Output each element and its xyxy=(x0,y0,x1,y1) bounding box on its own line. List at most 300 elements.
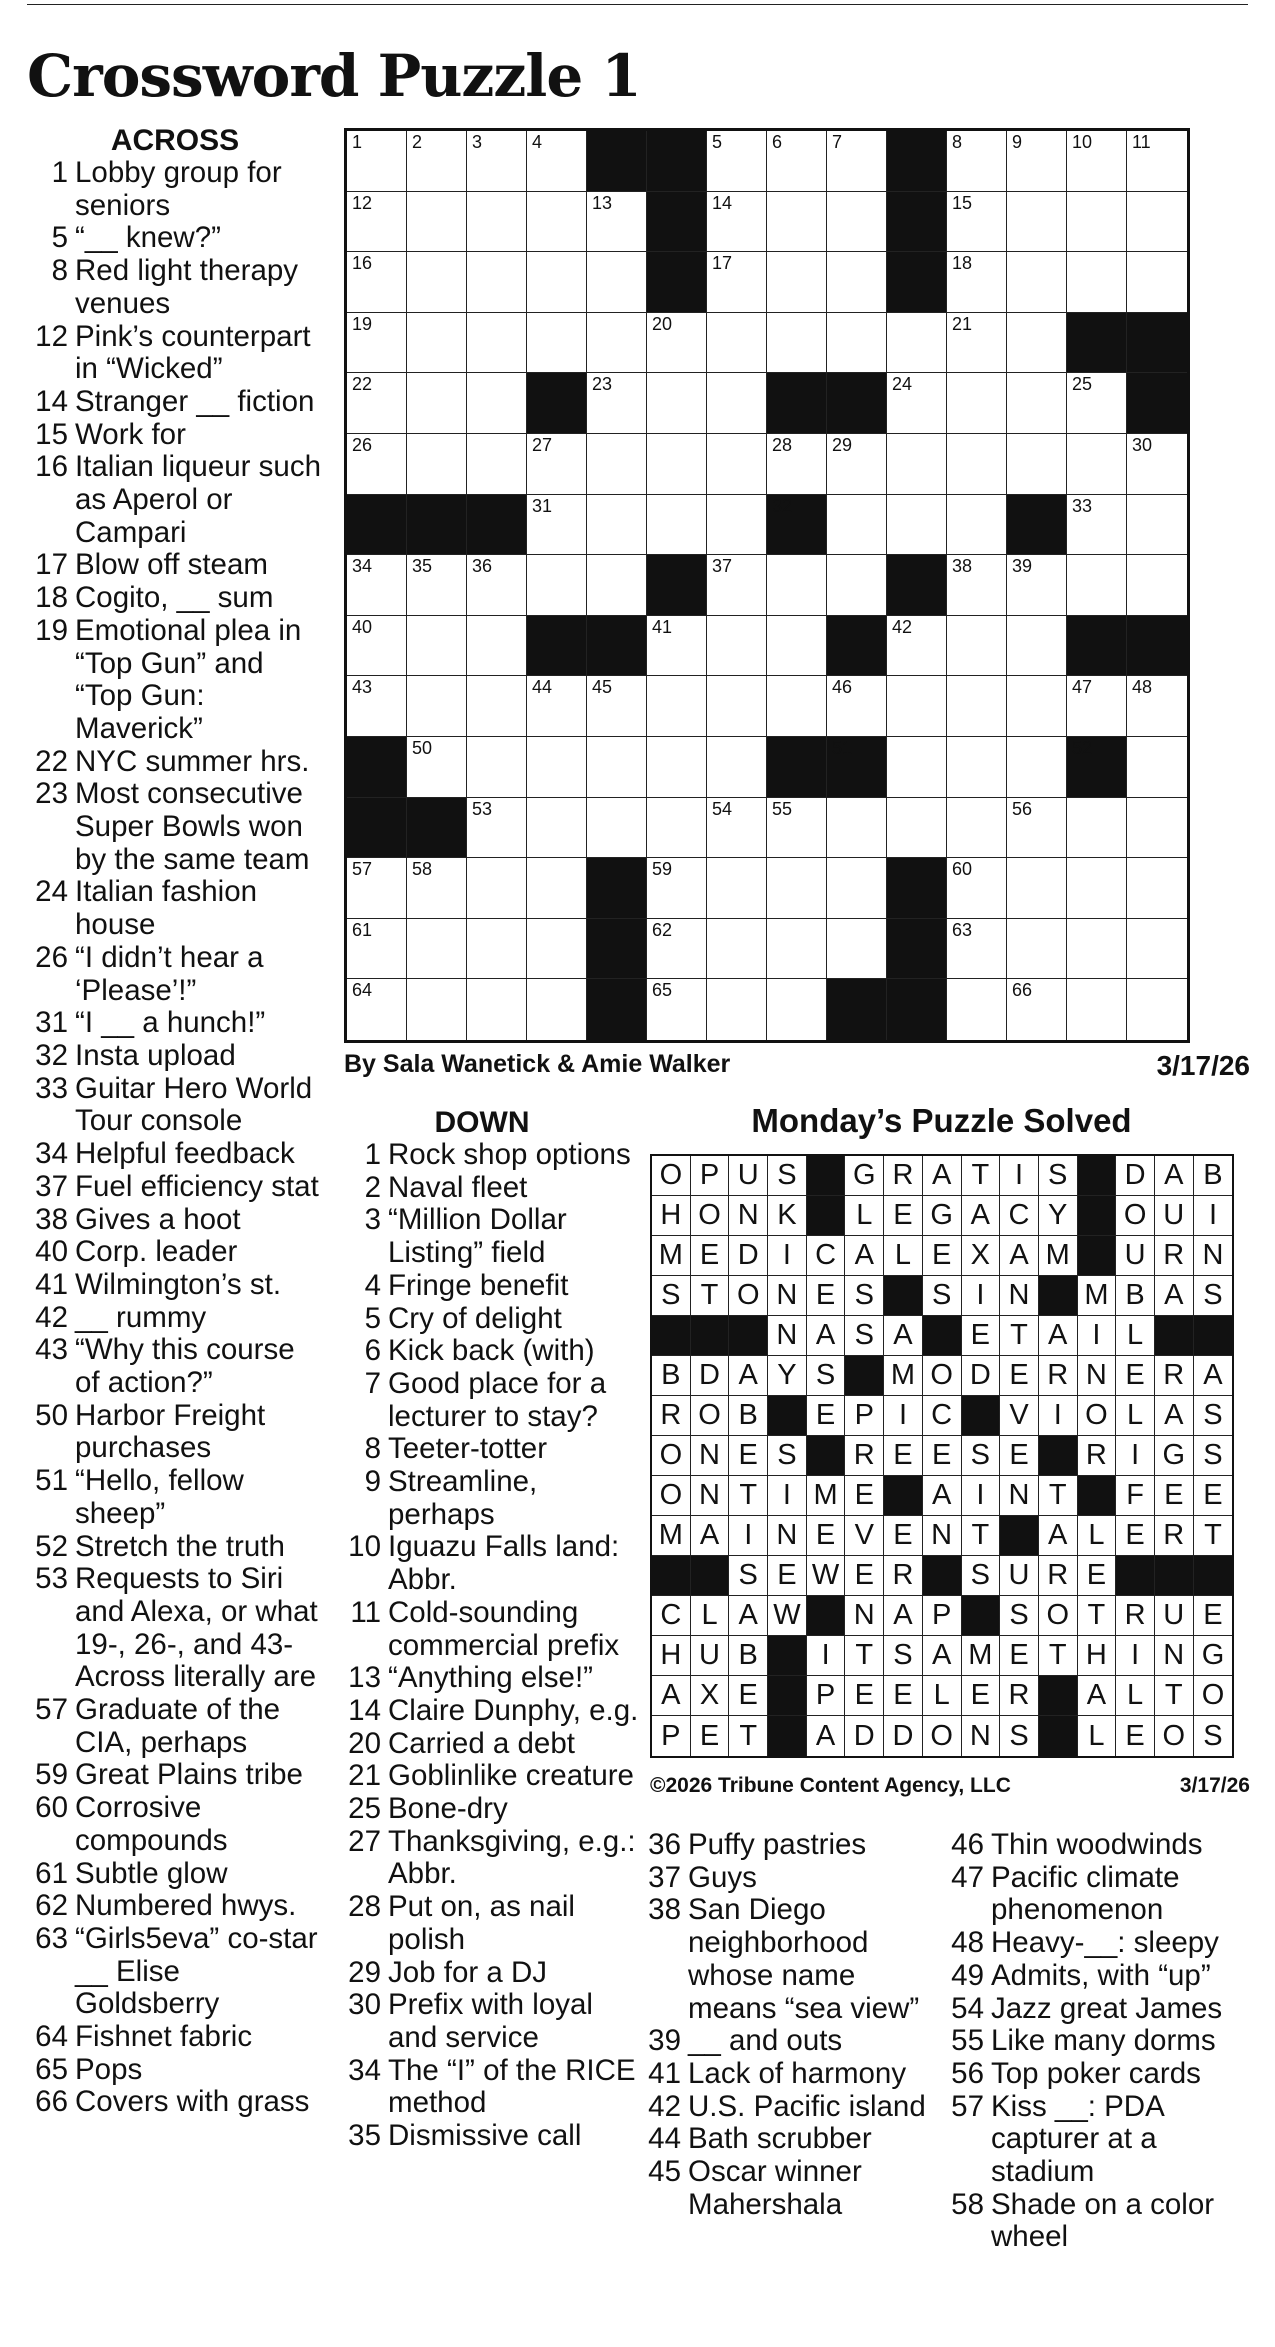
grid-cell[interactable] xyxy=(587,495,647,556)
grid-cell[interactable] xyxy=(947,192,1007,253)
grid-cell[interactable] xyxy=(707,131,767,192)
clue-text: Pops xyxy=(75,2052,143,2086)
grid-cell[interactable] xyxy=(647,313,707,374)
grid-cell[interactable] xyxy=(1007,858,1067,919)
black-square xyxy=(807,1196,846,1236)
grid-cell[interactable] xyxy=(1007,131,1067,192)
solution-letter: U xyxy=(1163,1599,1185,1631)
solution-cell xyxy=(962,1316,1001,1356)
grid-cell[interactable] xyxy=(467,373,527,434)
grid-cell[interactable] xyxy=(647,919,707,980)
clue-item xyxy=(27,1040,327,1073)
grid-cell[interactable] xyxy=(707,555,767,616)
solution-cell xyxy=(845,1516,884,1556)
grid-cell[interactable] xyxy=(1007,192,1067,253)
clue-number: 36 xyxy=(648,1828,681,1861)
grid-cell[interactable] xyxy=(467,434,527,495)
clue-number: 57 xyxy=(35,1693,68,1727)
grid-cell[interactable] xyxy=(947,555,1007,616)
grid-cell[interactable] xyxy=(527,919,587,980)
grid-cell[interactable] xyxy=(587,192,647,253)
solution-cell xyxy=(845,1196,884,1236)
grid-cell[interactable] xyxy=(587,252,647,313)
grid-cell[interactable] xyxy=(467,131,527,192)
grid-cell[interactable] xyxy=(647,979,707,1040)
grid-cell[interactable] xyxy=(767,979,827,1040)
solution-letter: M xyxy=(1084,1279,1109,1311)
clue-text: Jazz great James xyxy=(991,1991,1223,2025)
clue-text: Stretch the truth xyxy=(75,1529,285,1563)
solution-cell xyxy=(1116,1156,1155,1196)
down-clue-list-continued xyxy=(943,1829,1248,2254)
solution-cell xyxy=(923,1356,962,1396)
solution-cell xyxy=(1194,1476,1233,1516)
grid-cell[interactable] xyxy=(707,495,767,556)
grid-cell[interactable] xyxy=(1067,252,1127,313)
grid-cell[interactable] xyxy=(467,676,527,737)
grid-cell[interactable] xyxy=(887,434,947,495)
solution-cell xyxy=(652,1196,691,1236)
solution-letter: E xyxy=(1009,1439,1029,1471)
grid-cell[interactable] xyxy=(407,252,467,313)
grid-cell[interactable] xyxy=(827,252,887,313)
grid-cell[interactable] xyxy=(407,192,467,253)
solution-cell xyxy=(768,1476,807,1516)
grid-cell[interactable] xyxy=(647,495,707,556)
grid-cell[interactable] xyxy=(527,131,587,192)
black-square xyxy=(691,1316,730,1356)
grid-cell[interactable] xyxy=(947,798,1007,859)
grid-cell[interactable] xyxy=(347,131,407,192)
solution-cell xyxy=(1078,1276,1117,1316)
solution-letter: Y xyxy=(777,1359,797,1391)
grid-cell[interactable] xyxy=(1007,919,1067,980)
grid-cell[interactable] xyxy=(1127,131,1187,192)
black-square xyxy=(587,858,647,919)
grid-cell[interactable] xyxy=(1067,676,1127,737)
solution-letter: N xyxy=(699,1479,720,1511)
black-square xyxy=(1155,1556,1194,1596)
solution-cell xyxy=(1078,1316,1117,1356)
solution-letter: G xyxy=(930,1199,953,1231)
clue-number: 8 xyxy=(364,1432,381,1466)
grid-cell[interactable] xyxy=(767,798,827,859)
solution-letter: I xyxy=(898,1399,907,1431)
solution-letter: K xyxy=(777,1199,797,1231)
grid-cell[interactable] xyxy=(707,373,767,434)
solution-letter: T xyxy=(971,1519,990,1551)
grid-cell[interactable] xyxy=(347,919,407,980)
grid-cell[interactable] xyxy=(647,616,707,677)
grid-cell[interactable] xyxy=(707,919,767,980)
grid-cell[interactable] xyxy=(1127,737,1187,798)
grid-cell[interactable] xyxy=(347,676,407,737)
solution-cell xyxy=(884,1636,923,1676)
solution-letter: G xyxy=(1162,1439,1186,1471)
grid-cell[interactable] xyxy=(467,252,527,313)
clue-item xyxy=(27,1007,327,1040)
grid-cell[interactable] xyxy=(647,676,707,737)
grid-cell[interactable] xyxy=(1007,737,1067,798)
grid-cell[interactable] xyxy=(947,495,1007,556)
grid-cell[interactable] xyxy=(467,192,527,253)
clue-text: Admits, with “up” xyxy=(991,1958,1211,1992)
grid-cell[interactable] xyxy=(1127,979,1187,1040)
grid-cell[interactable] xyxy=(467,798,527,859)
clue-text: Claire Dunphy, e.g. xyxy=(388,1693,639,1727)
grid-cell[interactable] xyxy=(947,676,1007,737)
grid-cell[interactable] xyxy=(947,252,1007,313)
solution-cell xyxy=(1194,1236,1233,1276)
grid-cell[interactable] xyxy=(827,131,887,192)
black-square xyxy=(767,737,827,798)
cell-number: 50 xyxy=(412,737,433,758)
grid-cell[interactable] xyxy=(467,616,527,677)
grid-cell[interactable] xyxy=(767,434,827,495)
clue-item xyxy=(943,1862,1248,1927)
solution-cell xyxy=(1194,1396,1233,1436)
grid-cell[interactable] xyxy=(527,495,587,556)
solution-letter: S xyxy=(1009,1719,1029,1752)
solution-cell xyxy=(807,1236,846,1276)
grid-cell[interactable] xyxy=(1007,313,1067,374)
solution-cell xyxy=(1155,1196,1194,1236)
grid-cell[interactable] xyxy=(707,616,767,677)
cell-number: 18 xyxy=(952,253,973,274)
crossword-grid xyxy=(344,128,1190,1043)
grid-cell[interactable] xyxy=(827,798,887,859)
grid-cell[interactable] xyxy=(527,737,587,798)
solution-cell xyxy=(1116,1196,1155,1236)
grid-cell[interactable] xyxy=(827,555,887,616)
grid-cell[interactable] xyxy=(407,676,467,737)
solution-letter: D xyxy=(737,1239,759,1271)
grid-cell[interactable] xyxy=(1067,192,1127,253)
black-square xyxy=(587,616,647,677)
grid-cell[interactable] xyxy=(347,434,407,495)
grid-cell[interactable] xyxy=(947,858,1007,919)
grid-cell[interactable] xyxy=(527,979,587,1040)
grid-cell[interactable] xyxy=(587,737,647,798)
grid-cell[interactable] xyxy=(467,555,527,616)
clue-text: “Million Dollar Listing” field xyxy=(388,1203,567,1270)
grid-cell[interactable] xyxy=(587,313,647,374)
grid-cell[interactable] xyxy=(467,858,527,919)
grid-cell[interactable] xyxy=(647,434,707,495)
grid-cell[interactable] xyxy=(467,919,527,980)
grid-cell[interactable] xyxy=(407,555,467,616)
solution-letter: T xyxy=(700,1279,719,1311)
solution-cell xyxy=(962,1196,1001,1236)
black-square xyxy=(1127,313,1187,374)
grid-cell[interactable] xyxy=(827,676,887,737)
grid-cell[interactable] xyxy=(1007,979,1067,1040)
grid-cell[interactable] xyxy=(467,979,527,1040)
grid-cell[interactable] xyxy=(647,737,707,798)
grid-cell[interactable] xyxy=(1067,373,1127,434)
clue-number: 43 xyxy=(35,1333,68,1367)
grid-cell[interactable] xyxy=(647,858,707,919)
clue-number: 24 xyxy=(35,875,68,909)
clue-text: “Anything else!” xyxy=(388,1661,593,1695)
grid-cell[interactable] xyxy=(707,798,767,859)
grid-cell[interactable] xyxy=(467,313,527,374)
solution-letter: S xyxy=(854,1279,874,1311)
clue-item xyxy=(943,1993,1248,2026)
grid-cell[interactable] xyxy=(887,313,947,374)
clue-text: Corp. leader xyxy=(75,1235,238,1269)
grid-cell[interactable] xyxy=(347,192,407,253)
grid-cell[interactable] xyxy=(947,434,1007,495)
grid-cell[interactable] xyxy=(767,676,827,737)
grid-cell[interactable] xyxy=(1007,252,1067,313)
grid-cell[interactable] xyxy=(767,313,827,374)
grid-cell[interactable] xyxy=(347,373,407,434)
grid-cell[interactable] xyxy=(1067,495,1127,556)
clue-item xyxy=(340,1368,640,1433)
grid-cell[interactable] xyxy=(947,919,1007,980)
grid-cell[interactable] xyxy=(707,676,767,737)
grid-cell[interactable] xyxy=(347,555,407,616)
grid-cell[interactable] xyxy=(887,373,947,434)
solution-cell xyxy=(1116,1236,1155,1276)
grid-cell[interactable] xyxy=(1007,676,1067,737)
grid-cell[interactable] xyxy=(587,373,647,434)
grid-cell[interactable] xyxy=(767,555,827,616)
grid-cell[interactable] xyxy=(947,737,1007,798)
clue-item xyxy=(340,1270,640,1303)
solution-letter: N xyxy=(737,1199,759,1231)
solution-letter: E xyxy=(699,1239,720,1271)
grid-cell[interactable] xyxy=(1127,798,1187,859)
grid-cell[interactable] xyxy=(1127,555,1187,616)
grid-cell[interactable] xyxy=(947,131,1007,192)
grid-cell[interactable] xyxy=(527,192,587,253)
grid-cell[interactable] xyxy=(707,192,767,253)
clue-item xyxy=(27,778,327,876)
grid-cell[interactable] xyxy=(407,434,467,495)
grid-cell[interactable] xyxy=(527,676,587,737)
cell-number: 39 xyxy=(1012,556,1033,577)
cell-number: 40 xyxy=(352,616,373,637)
grid-cell[interactable] xyxy=(587,434,647,495)
solution-letter: I xyxy=(1015,1159,1024,1191)
grid-cell[interactable] xyxy=(827,192,887,253)
solution-letter: S xyxy=(661,1279,681,1311)
grid-cell[interactable] xyxy=(887,676,947,737)
solution-letter: E xyxy=(1125,1719,1145,1752)
grid-cell[interactable] xyxy=(1007,798,1067,859)
grid-cell[interactable] xyxy=(347,616,407,677)
solution-letter: O xyxy=(698,1199,721,1231)
grid-cell[interactable] xyxy=(647,798,707,859)
grid-cell[interactable] xyxy=(1067,858,1127,919)
grid-cell[interactable] xyxy=(1067,131,1127,192)
grid-cell[interactable] xyxy=(1127,252,1187,313)
clue-number: 25 xyxy=(348,1792,381,1826)
solution-cell xyxy=(962,1676,1001,1716)
grid-cell[interactable] xyxy=(1127,495,1187,556)
solution-cell xyxy=(1116,1316,1155,1356)
clue-item xyxy=(340,1466,640,1531)
grid-cell[interactable] xyxy=(527,858,587,919)
solution-cell xyxy=(652,1516,691,1556)
solution-cell xyxy=(729,1636,768,1676)
black-square xyxy=(527,373,587,434)
grid-cell[interactable] xyxy=(707,313,767,374)
grid-cell[interactable] xyxy=(707,979,767,1040)
grid-cell[interactable] xyxy=(647,373,707,434)
solution-letter: A xyxy=(931,1159,952,1191)
black-square xyxy=(1194,1556,1233,1596)
clue-number: 2 xyxy=(364,1170,381,1204)
clue-number: 20 xyxy=(348,1726,381,1760)
grid-cell[interactable] xyxy=(1067,919,1127,980)
solution-letter: O xyxy=(930,1719,953,1752)
clue-text: Good place for a lecturer to stay? xyxy=(388,1366,607,1433)
clue-number: 42 xyxy=(648,2089,681,2123)
grid-cell[interactable] xyxy=(1127,919,1187,980)
clue-text: Emotional plea in “Top Gun” and “Top Gun: Maverick” xyxy=(75,613,302,745)
solution-letter: T xyxy=(971,1159,990,1191)
solution-cell xyxy=(768,1156,807,1196)
black-square xyxy=(647,252,707,313)
clue-number: 7 xyxy=(364,1366,381,1400)
grid-cell[interactable] xyxy=(347,979,407,1040)
grid-cell[interactable] xyxy=(1007,555,1067,616)
grid-cell[interactable] xyxy=(1007,434,1067,495)
grid-cell[interactable] xyxy=(527,434,587,495)
solution-cell xyxy=(807,1396,846,1436)
grid-cell[interactable] xyxy=(407,373,467,434)
solution-cell xyxy=(1000,1316,1039,1356)
solution-cell xyxy=(1000,1196,1039,1236)
grid-cell[interactable] xyxy=(467,737,527,798)
grid-cell[interactable] xyxy=(767,252,827,313)
grid-cell[interactable] xyxy=(707,434,767,495)
cell-number: 64 xyxy=(352,980,373,1001)
black-square xyxy=(884,1276,923,1316)
grid-cell[interactable] xyxy=(1127,192,1187,253)
black-square xyxy=(884,1476,923,1516)
grid-cell[interactable] xyxy=(887,616,947,677)
grid-cell[interactable] xyxy=(1067,798,1127,859)
black-square xyxy=(768,1396,807,1436)
grid-cell[interactable] xyxy=(527,798,587,859)
grid-cell[interactable] xyxy=(827,919,887,980)
grid-cell[interactable] xyxy=(827,495,887,556)
grid-cell[interactable] xyxy=(407,131,467,192)
grid-cell[interactable] xyxy=(1127,858,1187,919)
grid-cell[interactable] xyxy=(707,252,767,313)
cell-number: 54 xyxy=(712,798,733,819)
solution-letter: D xyxy=(892,1719,914,1752)
grid-cell[interactable] xyxy=(587,555,647,616)
solution-letter: T xyxy=(1204,1519,1222,1551)
grid-cell[interactable] xyxy=(527,313,587,374)
black-square xyxy=(768,1716,807,1756)
grid-cell[interactable] xyxy=(887,737,947,798)
grid-cell[interactable] xyxy=(887,495,947,556)
solution-cell xyxy=(691,1196,730,1236)
clue-number: 28 xyxy=(348,1890,381,1924)
grid-cell[interactable] xyxy=(527,555,587,616)
grid-cell[interactable] xyxy=(527,252,587,313)
grid-cell[interactable] xyxy=(947,313,1007,374)
grid-cell[interactable] xyxy=(767,616,827,677)
solution-cell xyxy=(1194,1196,1233,1236)
grid-cell[interactable] xyxy=(707,737,767,798)
cell-number: 52 xyxy=(1072,737,1093,758)
solution-cell xyxy=(1039,1636,1078,1676)
grid-cell[interactable] xyxy=(347,252,407,313)
grid-cell[interactable] xyxy=(407,979,467,1040)
black-square xyxy=(407,798,467,859)
grid-cell[interactable] xyxy=(407,616,467,677)
grid-cell[interactable] xyxy=(1007,616,1067,677)
black-square xyxy=(887,979,947,1040)
grid-cell[interactable] xyxy=(1067,555,1127,616)
grid-cell[interactable] xyxy=(347,313,407,374)
black-square xyxy=(887,919,947,980)
down-clue-list xyxy=(340,1139,640,2153)
solution-cell xyxy=(845,1436,884,1476)
solution-letter: B xyxy=(661,1359,681,1391)
grid-cell[interactable] xyxy=(347,858,407,919)
grid-cell[interactable] xyxy=(887,798,947,859)
grid-cell[interactable] xyxy=(1007,373,1067,434)
grid-cell[interactable] xyxy=(407,858,467,919)
grid-cell[interactable] xyxy=(947,616,1007,677)
clue-item xyxy=(943,2091,1248,2189)
grid-cell[interactable] xyxy=(1127,434,1187,495)
grid-cell[interactable] xyxy=(407,919,467,980)
grid-cell[interactable] xyxy=(587,798,647,859)
grid-cell[interactable] xyxy=(947,979,1007,1040)
solution-letter: E xyxy=(815,1279,836,1311)
clue-number: 59 xyxy=(35,1758,68,1792)
grid-cell[interactable] xyxy=(947,373,1007,434)
grid-cell[interactable] xyxy=(1067,979,1127,1040)
grid-cell[interactable] xyxy=(407,313,467,374)
clue-text: U.S. Pacific island xyxy=(688,2089,926,2123)
grid-cell[interactable] xyxy=(707,858,767,919)
grid-cell[interactable] xyxy=(1127,676,1187,737)
grid-cell[interactable] xyxy=(767,192,827,253)
grid-cell[interactable] xyxy=(1067,434,1127,495)
solution-letter: C xyxy=(660,1599,682,1631)
page-title: Crossword Puzzle 1 xyxy=(27,42,641,110)
cell-number: 13 xyxy=(592,192,613,213)
solution-cell xyxy=(962,1436,1001,1476)
grid-cell[interactable] xyxy=(827,313,887,374)
grid-cell[interactable] xyxy=(767,919,827,980)
solution-cell xyxy=(845,1276,884,1316)
grid-cell[interactable] xyxy=(407,737,467,798)
grid-cell[interactable] xyxy=(767,858,827,919)
grid-cell[interactable] xyxy=(767,131,827,192)
clue-item xyxy=(27,2021,327,2054)
grid-cell[interactable] xyxy=(827,434,887,495)
grid-cell[interactable] xyxy=(827,858,887,919)
solution-letter: A xyxy=(699,1519,720,1551)
solution-cell xyxy=(962,1476,1001,1516)
clue-number: 11 xyxy=(350,1595,381,1629)
clue-text: Bone-dry xyxy=(388,1792,508,1826)
cell-number: 6 xyxy=(772,132,783,152)
solution-letter: D xyxy=(699,1359,720,1391)
grid-cell[interactable] xyxy=(587,676,647,737)
